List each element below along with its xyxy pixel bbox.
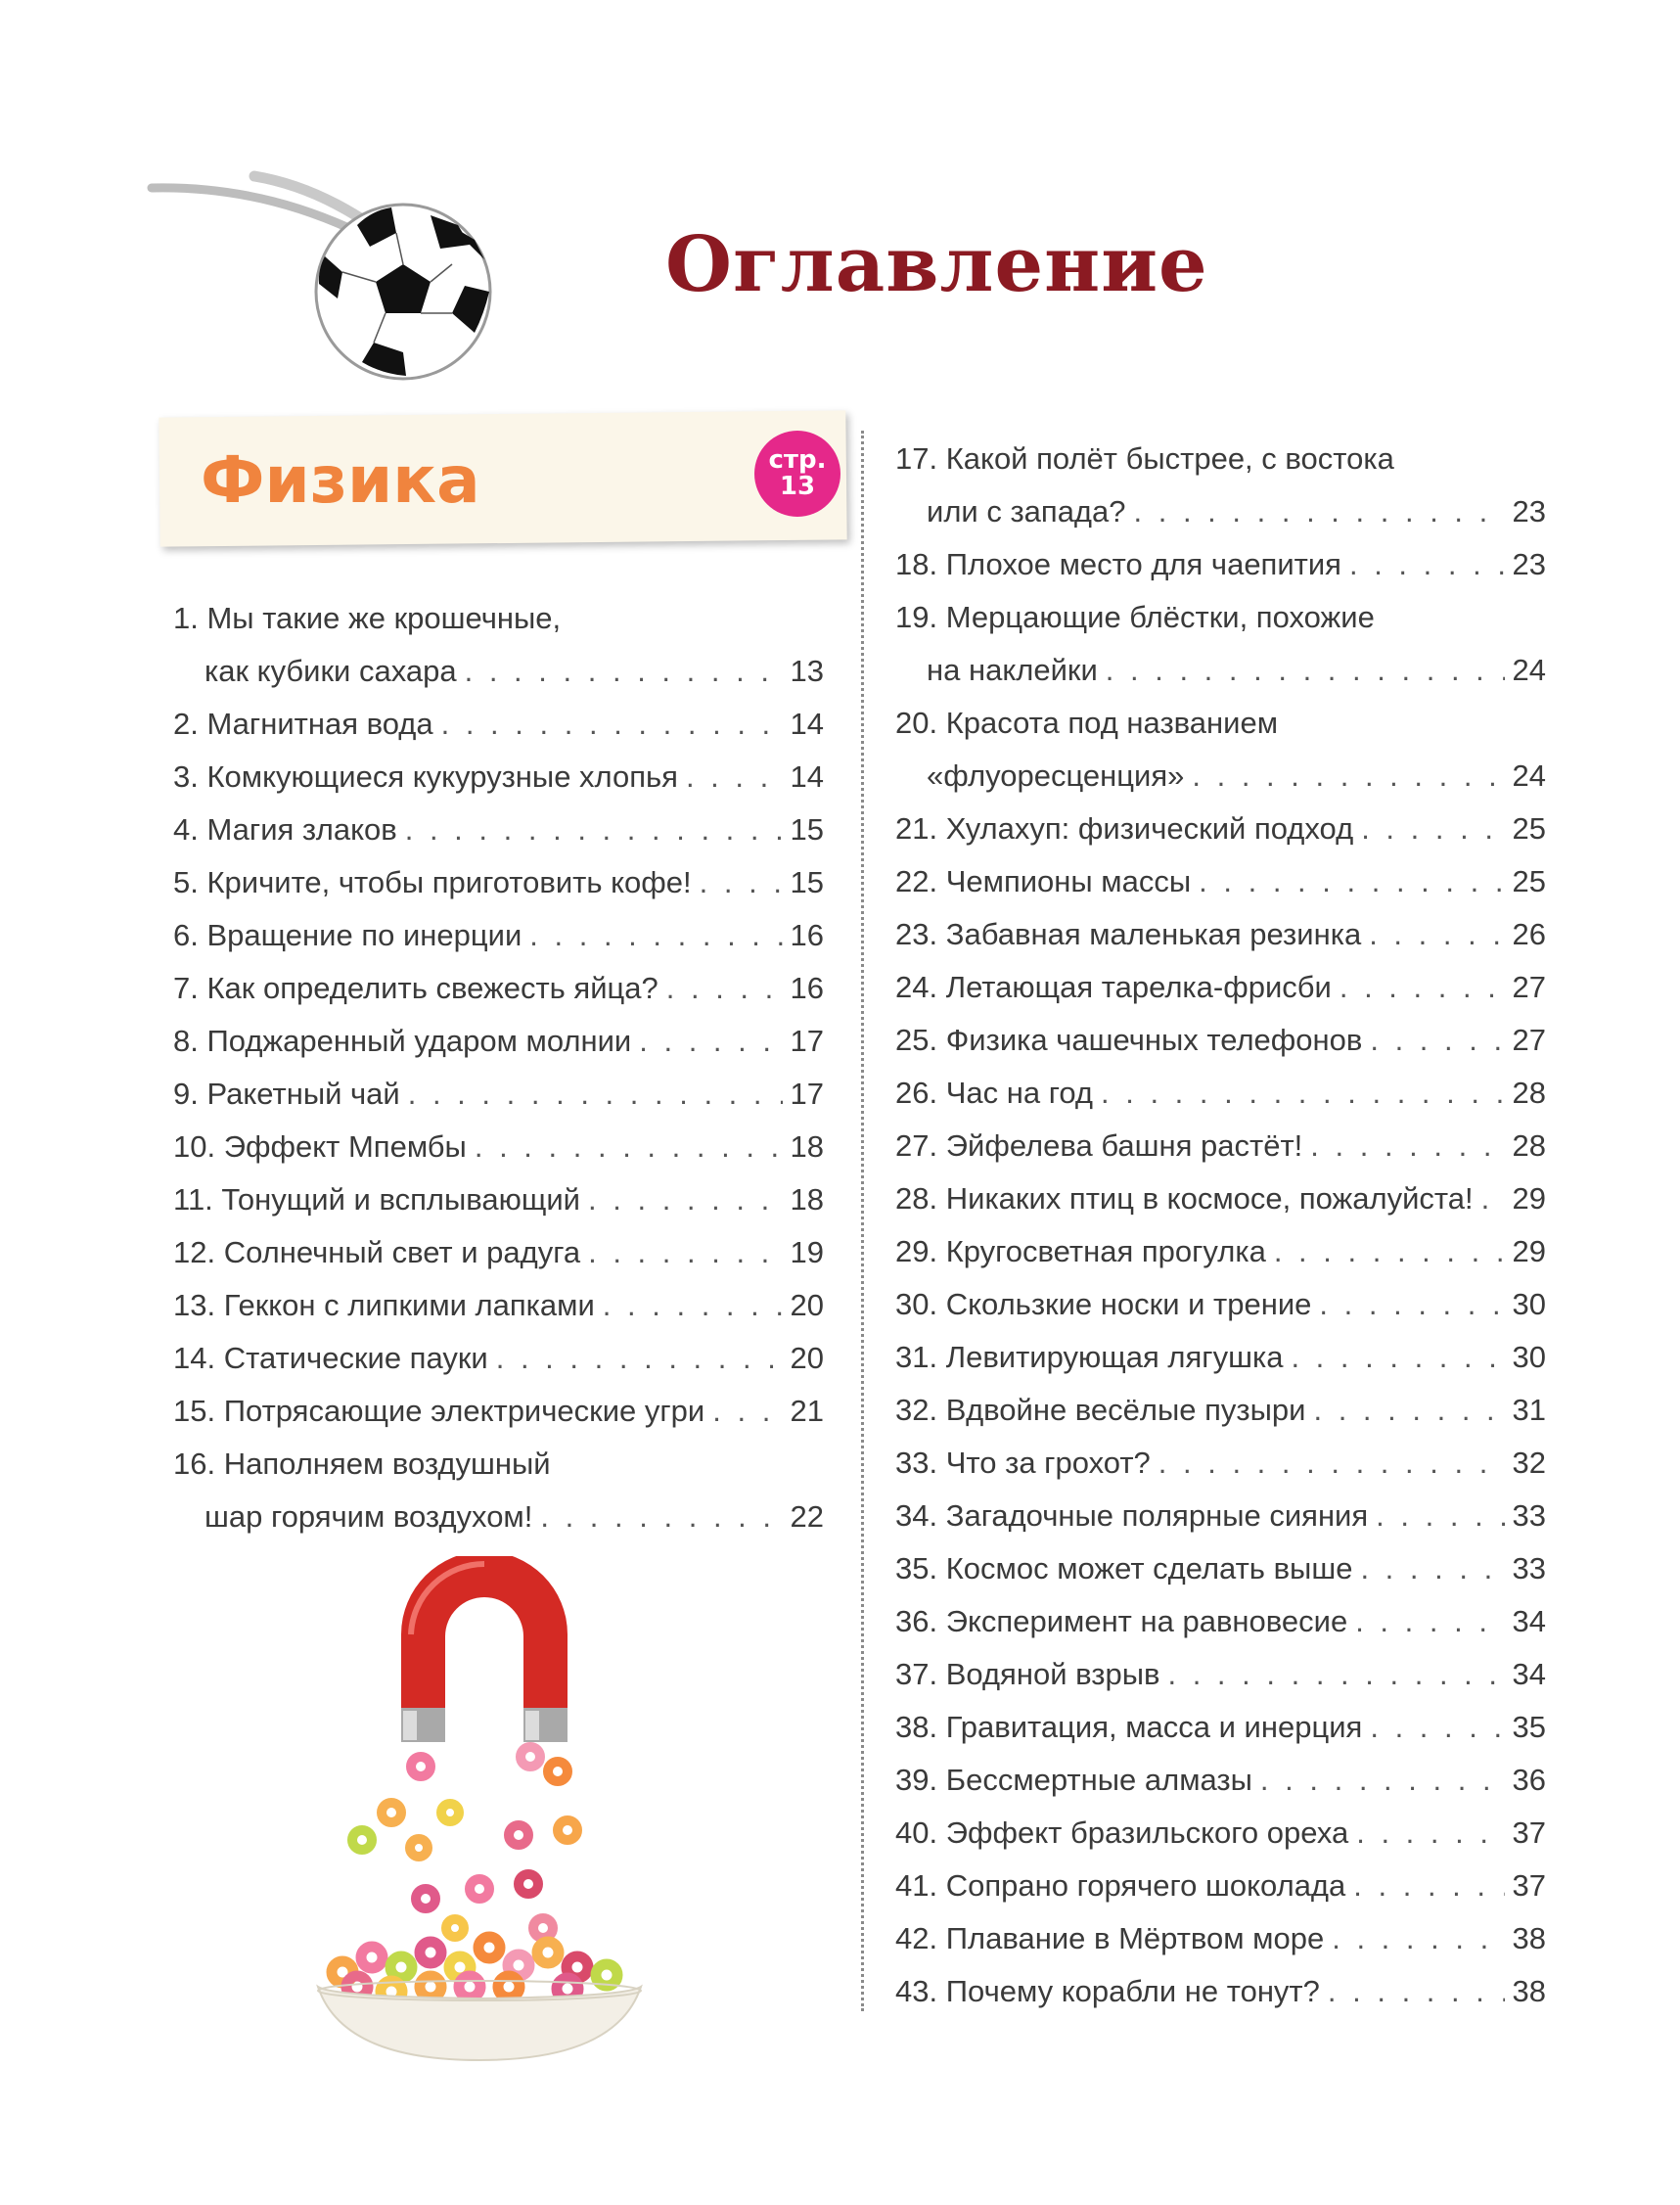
toc-page-number: 20 bbox=[790, 1288, 824, 1322]
toc-line bbox=[173, 804, 824, 856]
toc-entry-title: Плавание в Мёртвом море bbox=[945, 1921, 1325, 1955]
toc-entry-title: Как определить свежесть яйца? bbox=[206, 971, 658, 1005]
toc-line bbox=[895, 1595, 1546, 1648]
toc-line bbox=[173, 1438, 824, 1491]
dot-leader bbox=[529, 909, 782, 962]
toc-line bbox=[895, 1437, 1546, 1490]
toc-entry-title: Левитирующая лягушка bbox=[945, 1340, 1284, 1374]
toc-line bbox=[895, 1542, 1546, 1595]
toc-page-number: 23 bbox=[1512, 547, 1546, 581]
toc-line bbox=[895, 1860, 1546, 1912]
toc-line bbox=[895, 1172, 1546, 1225]
toc-entry-title: Вдвойне весёлые пузыри bbox=[945, 1393, 1306, 1427]
toc-entry-number: 15. bbox=[173, 1394, 216, 1428]
toc-entry-title: как кубики сахара bbox=[204, 654, 457, 688]
dot-leader bbox=[700, 856, 783, 909]
page-badge bbox=[754, 431, 840, 517]
toc-entry-number: 1. bbox=[173, 601, 199, 635]
dot-leader bbox=[1158, 1437, 1505, 1490]
toc-entry-number: 35. bbox=[895, 1551, 938, 1585]
toc-line bbox=[895, 433, 1546, 485]
toc-page-number: 29 bbox=[1512, 1234, 1546, 1268]
toc-entry[interactable] bbox=[173, 698, 824, 751]
toc-page-number: 18 bbox=[790, 1129, 824, 1164]
toc-entry-title: Гравитация, масса и инерция bbox=[945, 1710, 1363, 1744]
toc-page-number: 37 bbox=[1512, 1815, 1546, 1850]
toc-entry[interactable] bbox=[895, 1014, 1546, 1067]
toc-line bbox=[173, 856, 824, 909]
toc-page-number: 16 bbox=[790, 971, 824, 1005]
toc-entry[interactable] bbox=[173, 1173, 824, 1226]
dot-leader bbox=[540, 1491, 782, 1543]
toc-entry-title: Вращение по инерции bbox=[206, 918, 522, 952]
toc-page-number: 23 bbox=[1512, 494, 1546, 528]
toc-entry-title: Физика чашечных телефонов bbox=[945, 1023, 1363, 1057]
toc-line bbox=[173, 1385, 824, 1438]
toc-entry-number: 31. bbox=[895, 1340, 938, 1374]
toc-entry[interactable] bbox=[895, 1860, 1546, 1912]
toc-entry-title: Что за грохот? bbox=[945, 1446, 1151, 1480]
dot-leader bbox=[1369, 908, 1504, 961]
toc-entry-title: Статические пауки bbox=[223, 1341, 488, 1375]
dot-leader bbox=[1310, 1120, 1504, 1172]
dot-leader bbox=[1101, 1067, 1505, 1120]
toc-page-number: 28 bbox=[1512, 1128, 1546, 1163]
toc-entry[interactable] bbox=[173, 1332, 824, 1385]
toc-line bbox=[895, 1331, 1546, 1384]
toc-entry[interactable] bbox=[895, 1701, 1546, 1754]
toc-entry[interactable] bbox=[173, 909, 824, 962]
toc-entry[interactable] bbox=[895, 591, 1546, 697]
toc-entry-title: Эффект бразильского ореха bbox=[945, 1815, 1349, 1850]
toc-page-number: 25 bbox=[1512, 864, 1546, 898]
dot-leader bbox=[1481, 1172, 1505, 1225]
toc-entry-number: 26. bbox=[895, 1076, 938, 1110]
toc-entry-number: 13. bbox=[173, 1288, 216, 1322]
toc-entry-title: Магия злаков bbox=[206, 812, 397, 847]
dot-leader bbox=[1360, 1542, 1504, 1595]
dot-leader bbox=[1370, 1014, 1504, 1067]
dot-leader bbox=[1353, 1860, 1504, 1912]
dot-leader bbox=[603, 1279, 783, 1332]
toc-entry-number: 2. bbox=[173, 707, 199, 741]
toc-entry-number: 21. bbox=[895, 811, 938, 846]
toc-entry-number: 6. bbox=[173, 918, 199, 952]
toc-entry[interactable] bbox=[895, 1278, 1546, 1331]
dot-leader bbox=[1319, 1278, 1504, 1331]
toc-page-number: 33 bbox=[1512, 1551, 1546, 1585]
toc-entry[interactable] bbox=[173, 592, 824, 698]
column-divider bbox=[861, 431, 864, 2011]
toc-page-number: 22 bbox=[790, 1499, 824, 1534]
toc-page-number: 25 bbox=[1512, 811, 1546, 846]
toc-entry-title: Час на год bbox=[945, 1076, 1093, 1110]
toc-line bbox=[895, 538, 1546, 591]
toc-page-number: 27 bbox=[1512, 970, 1546, 1004]
toc-entry-number: 33. bbox=[895, 1446, 938, 1480]
toc-page-number: 36 bbox=[1512, 1763, 1546, 1797]
toc-page-number: 34 bbox=[1512, 1604, 1546, 1638]
toc-entry-title: Скользкие носки и трение bbox=[945, 1287, 1312, 1321]
toc-line bbox=[895, 1067, 1546, 1120]
toc-line bbox=[895, 1384, 1546, 1437]
toc-line bbox=[895, 1701, 1546, 1754]
dot-leader bbox=[1339, 961, 1505, 1014]
toc-entry[interactable] bbox=[895, 1120, 1546, 1172]
toc-entry-title: или с запада? bbox=[927, 494, 1126, 528]
toc-entry-number: 18. bbox=[895, 547, 938, 581]
toc-line bbox=[895, 1490, 1546, 1542]
dot-leader bbox=[475, 1121, 783, 1173]
section-title: Физика bbox=[201, 442, 480, 518]
toc-entry-title: на наклейки bbox=[927, 653, 1098, 687]
toc-page-number: 30 bbox=[1512, 1340, 1546, 1374]
toc-entry-number: 16. bbox=[173, 1447, 216, 1481]
toc-line bbox=[173, 1332, 824, 1385]
soccer-ball-icon bbox=[147, 166, 509, 391]
toc-entry-title: Мерцающие блёстки, похожие bbox=[945, 600, 1375, 634]
toc-entry-title: Комкующиеся кукурузные хлопья bbox=[206, 759, 678, 794]
toc-entry[interactable] bbox=[895, 908, 1546, 961]
toc-entry-number: 43. bbox=[895, 1974, 938, 2008]
dot-leader bbox=[1361, 803, 1504, 855]
toc-entry[interactable] bbox=[173, 1015, 824, 1068]
toc-line bbox=[895, 1014, 1546, 1067]
toc-entry-number: 42. bbox=[895, 1921, 938, 1955]
toc-line bbox=[173, 698, 824, 751]
toc-entry[interactable] bbox=[173, 804, 824, 856]
toc-line bbox=[895, 485, 1546, 538]
toc-page-number: 21 bbox=[790, 1394, 824, 1428]
toc-entry-number: 22. bbox=[895, 864, 938, 898]
toc-entry-title: Космос может сделать выше bbox=[945, 1551, 1353, 1585]
badge-page: 13 bbox=[779, 472, 816, 501]
toc-line bbox=[895, 1754, 1546, 1807]
dot-leader bbox=[408, 1068, 783, 1121]
page-title: Оглавление bbox=[665, 220, 1208, 309]
toc-entry-number: 7. bbox=[173, 971, 199, 1005]
toc-entry-number: 27. bbox=[895, 1128, 938, 1163]
toc-entry[interactable] bbox=[173, 751, 824, 804]
toc-page-number: 32 bbox=[1512, 1446, 1546, 1480]
toc-entry-number: 9. bbox=[173, 1077, 199, 1111]
toc-entry-number: 23. bbox=[895, 917, 938, 951]
dot-leader bbox=[1356, 1807, 1504, 1860]
toc-entry-number: 11. bbox=[173, 1182, 213, 1217]
toc-right-column bbox=[895, 433, 1546, 2018]
dot-leader bbox=[1274, 1225, 1505, 1278]
toc-line bbox=[895, 1648, 1546, 1701]
dot-leader bbox=[1376, 1490, 1504, 1542]
toc-page-number: 15 bbox=[790, 865, 824, 899]
toc-line bbox=[895, 591, 1546, 644]
toc-line bbox=[173, 909, 824, 962]
toc-line bbox=[173, 962, 824, 1015]
toc-entry-title: Никаких птиц в космосе, пожалуйста! bbox=[945, 1181, 1474, 1216]
toc-line bbox=[895, 644, 1546, 697]
toc-page-number: 28 bbox=[1512, 1076, 1546, 1110]
toc-entry[interactable] bbox=[895, 1067, 1546, 1120]
toc-line bbox=[895, 1225, 1546, 1278]
toc-entry-title: Водяной взрыв bbox=[945, 1657, 1160, 1691]
dot-leader bbox=[1291, 1331, 1504, 1384]
toc-entry[interactable] bbox=[895, 697, 1546, 803]
toc-page-number: 24 bbox=[1512, 758, 1546, 793]
toc-entry-title: Кругосветная прогулка bbox=[945, 1234, 1266, 1268]
toc-entry-number: 39. bbox=[895, 1763, 938, 1797]
toc-entry-title: «флуоресценция» bbox=[927, 758, 1185, 793]
toc-entry[interactable] bbox=[173, 1438, 824, 1543]
toc-line bbox=[173, 1068, 824, 1121]
badge-label: стр. bbox=[768, 445, 827, 475]
toc-line bbox=[173, 645, 824, 698]
toc-entry-title: Забавная маленькая резинка bbox=[945, 917, 1362, 951]
toc-page-number: 31 bbox=[1512, 1393, 1546, 1427]
dot-leader bbox=[712, 1385, 782, 1438]
toc-entry-number: 10. bbox=[173, 1129, 216, 1164]
toc-entry-number: 29. bbox=[895, 1234, 938, 1268]
toc-entry[interactable] bbox=[173, 1068, 824, 1121]
toc-line bbox=[173, 1491, 824, 1543]
toc-entry-number: 30. bbox=[895, 1287, 938, 1321]
toc-entry-title: Поджаренный ударом молнии bbox=[206, 1024, 632, 1058]
toc-entry-number: 14. bbox=[173, 1341, 216, 1375]
toc-page-number: 17 bbox=[790, 1077, 824, 1111]
toc-entry-title: Красота под названием bbox=[945, 706, 1279, 740]
toc-page-number: 38 bbox=[1512, 1921, 1546, 1955]
toc-entry-number: 3. bbox=[173, 759, 199, 794]
dot-leader bbox=[1260, 1754, 1505, 1807]
toc-page-number: 37 bbox=[1512, 1868, 1546, 1903]
toc-entry[interactable] bbox=[895, 1648, 1546, 1701]
toc-line bbox=[173, 592, 824, 645]
toc-entry[interactable] bbox=[895, 1754, 1546, 1807]
dot-leader bbox=[1370, 1701, 1504, 1754]
toc-entry-title: Кричите, чтобы приготовить кофе! bbox=[206, 865, 692, 899]
dot-leader bbox=[1106, 644, 1505, 697]
toc-entry-title: Наполняем воздушный bbox=[223, 1447, 551, 1481]
toc-entry-title: Плохое место для чаепития bbox=[945, 547, 1341, 581]
toc-entry[interactable] bbox=[173, 856, 824, 909]
toc-page-number: 24 bbox=[1512, 653, 1546, 687]
toc-entry-number: 41. bbox=[895, 1868, 938, 1903]
toc-line bbox=[173, 1015, 824, 1068]
toc-entry[interactable] bbox=[173, 1279, 824, 1332]
dot-leader bbox=[1134, 485, 1505, 538]
dot-leader bbox=[1167, 1648, 1504, 1701]
toc-entry-number: 5. bbox=[173, 865, 199, 899]
magnet-illustration bbox=[274, 1556, 685, 2065]
toc-entry-number: 4. bbox=[173, 812, 199, 847]
toc-entry[interactable] bbox=[895, 855, 1546, 908]
dot-leader bbox=[405, 804, 783, 856]
toc-line bbox=[173, 751, 824, 804]
toc-entry-title: Магнитная вода bbox=[206, 707, 433, 741]
toc-entry[interactable] bbox=[173, 1385, 824, 1438]
toc-entry-number: 38. bbox=[895, 1710, 938, 1744]
toc-entry[interactable] bbox=[895, 1807, 1546, 1860]
toc-entry-number: 36. bbox=[895, 1604, 938, 1638]
toc-page-number: 33 bbox=[1512, 1498, 1546, 1533]
toc-line bbox=[895, 855, 1546, 908]
toc-page-number: 20 bbox=[790, 1341, 824, 1375]
toc-entry[interactable] bbox=[173, 1226, 824, 1279]
toc-page-number: 13 bbox=[790, 654, 824, 688]
toc-line bbox=[895, 697, 1546, 750]
toc-entry-title: Бессмертные алмазы bbox=[945, 1763, 1252, 1797]
dot-leader bbox=[1199, 855, 1504, 908]
toc-entry-title: Потрясающие электрические угри bbox=[223, 1394, 705, 1428]
toc-entry-number: 32. bbox=[895, 1393, 938, 1427]
toc-entry[interactable] bbox=[895, 538, 1546, 591]
toc-page-number: 30 bbox=[1512, 1287, 1546, 1321]
toc-entry-number: 12. bbox=[173, 1235, 216, 1269]
toc-entry[interactable] bbox=[895, 1172, 1546, 1225]
toc-entry-number: 20. bbox=[895, 706, 938, 740]
toc-entry-number: 24. bbox=[895, 970, 938, 1004]
toc-entry-number: 37. bbox=[895, 1657, 938, 1691]
toc-entry[interactable] bbox=[895, 433, 1546, 538]
toc-entry[interactable] bbox=[895, 1542, 1546, 1595]
toc-entry-title: Сопрано горячего шоколада bbox=[945, 1868, 1346, 1903]
toc-line bbox=[895, 1965, 1546, 2018]
toc-entry[interactable] bbox=[895, 1384, 1546, 1437]
toc-page-number: 15 bbox=[790, 812, 824, 847]
toc-entry-title: Тонущий и всплывающий bbox=[221, 1182, 581, 1217]
dot-leader bbox=[1355, 1595, 1504, 1648]
toc-line bbox=[173, 1121, 824, 1173]
toc-entry-title: Какой полёт быстрее, с востока bbox=[945, 441, 1394, 476]
toc-line bbox=[895, 1120, 1546, 1172]
toc-entry[interactable] bbox=[895, 961, 1546, 1014]
toc-entry[interactable] bbox=[895, 1595, 1546, 1648]
toc-line bbox=[895, 803, 1546, 855]
toc-entry-title: Почему корабли не тонут? bbox=[945, 1974, 1320, 2008]
toc-entry-title: Ракетный чай bbox=[206, 1077, 400, 1111]
toc-page-number: 29 bbox=[1512, 1181, 1546, 1216]
dot-leader bbox=[588, 1226, 782, 1279]
dot-leader bbox=[1313, 1384, 1504, 1437]
toc-entry-title: Загадочные полярные сияния bbox=[945, 1498, 1369, 1533]
toc-entry[interactable] bbox=[895, 1437, 1546, 1490]
toc-entry-number: 17. bbox=[895, 441, 938, 476]
dot-leader bbox=[1332, 1912, 1504, 1965]
toc-entry[interactable] bbox=[173, 1121, 824, 1173]
toc-line bbox=[173, 1173, 824, 1226]
toc-entry[interactable] bbox=[895, 1331, 1546, 1384]
toc-entry[interactable] bbox=[895, 803, 1546, 855]
toc-entry[interactable] bbox=[895, 1225, 1546, 1278]
toc-entry-title: Солнечный свет и радуга bbox=[223, 1235, 581, 1269]
toc-entry[interactable] bbox=[895, 1965, 1546, 2018]
toc-line bbox=[895, 1912, 1546, 1965]
toc-line bbox=[895, 750, 1546, 803]
dot-leader bbox=[465, 645, 783, 698]
toc-entry-title: Эксперимент на равновесие bbox=[945, 1604, 1348, 1638]
toc-entry-number: 8. bbox=[173, 1024, 199, 1058]
toc-page-number: 34 bbox=[1512, 1657, 1546, 1691]
dot-leader bbox=[588, 1173, 783, 1226]
dot-leader bbox=[639, 1015, 782, 1068]
toc-entry-number: 19. bbox=[895, 600, 938, 634]
toc-page-number: 14 bbox=[790, 759, 824, 794]
toc-page-number: 19 bbox=[790, 1235, 824, 1269]
toc-page-number: 26 bbox=[1512, 917, 1546, 951]
toc-entry-number: 25. bbox=[895, 1023, 938, 1057]
toc-page-number: 35 bbox=[1512, 1710, 1546, 1744]
toc-page-number: 14 bbox=[790, 707, 824, 741]
dot-leader bbox=[1349, 538, 1505, 591]
toc-page-number: 16 bbox=[790, 918, 824, 952]
toc-entry-title: Мы такие же крошечные, bbox=[206, 601, 562, 635]
toc-entry[interactable] bbox=[173, 962, 824, 1015]
toc-line bbox=[895, 908, 1546, 961]
toc-entry-number: 28. bbox=[895, 1181, 938, 1216]
toc-entry-title: Хулахуп: физический подход bbox=[945, 811, 1354, 846]
toc-entry[interactable] bbox=[895, 1912, 1546, 1965]
toc-page-number: 17 bbox=[790, 1024, 824, 1058]
dot-leader bbox=[1192, 750, 1504, 803]
dot-leader bbox=[666, 962, 783, 1015]
toc-page-number: 27 bbox=[1512, 1023, 1546, 1057]
toc-entry-title: Эффект Мпембы bbox=[223, 1129, 467, 1164]
dot-leader bbox=[496, 1332, 783, 1385]
toc-entry-number: 34. bbox=[895, 1498, 938, 1533]
dot-leader bbox=[686, 751, 783, 804]
toc-line bbox=[173, 1226, 824, 1279]
toc-line bbox=[895, 1278, 1546, 1331]
toc-page-number: 38 bbox=[1512, 1974, 1546, 2008]
dot-leader bbox=[1328, 1965, 1505, 2018]
toc-entry-title: Геккон с липкими лапками bbox=[223, 1288, 595, 1322]
toc-page-number: 18 bbox=[790, 1182, 824, 1217]
toc-entry-title: Летающая тарелка-фрисби bbox=[945, 970, 1332, 1004]
toc-entry[interactable] bbox=[895, 1490, 1546, 1542]
dot-leader bbox=[441, 698, 783, 751]
toc-entry-title: шар горячим воздухом! bbox=[204, 1499, 533, 1534]
toc-line bbox=[895, 1807, 1546, 1860]
toc-line bbox=[173, 1279, 824, 1332]
toc-entry-number: 40. bbox=[895, 1815, 938, 1850]
toc-entry-title: Чемпионы массы bbox=[945, 864, 1192, 898]
toc-line bbox=[895, 961, 1546, 1014]
toc-entry-title: Эйфелева башня растёт! bbox=[945, 1128, 1303, 1163]
toc-left-column bbox=[173, 592, 824, 1543]
